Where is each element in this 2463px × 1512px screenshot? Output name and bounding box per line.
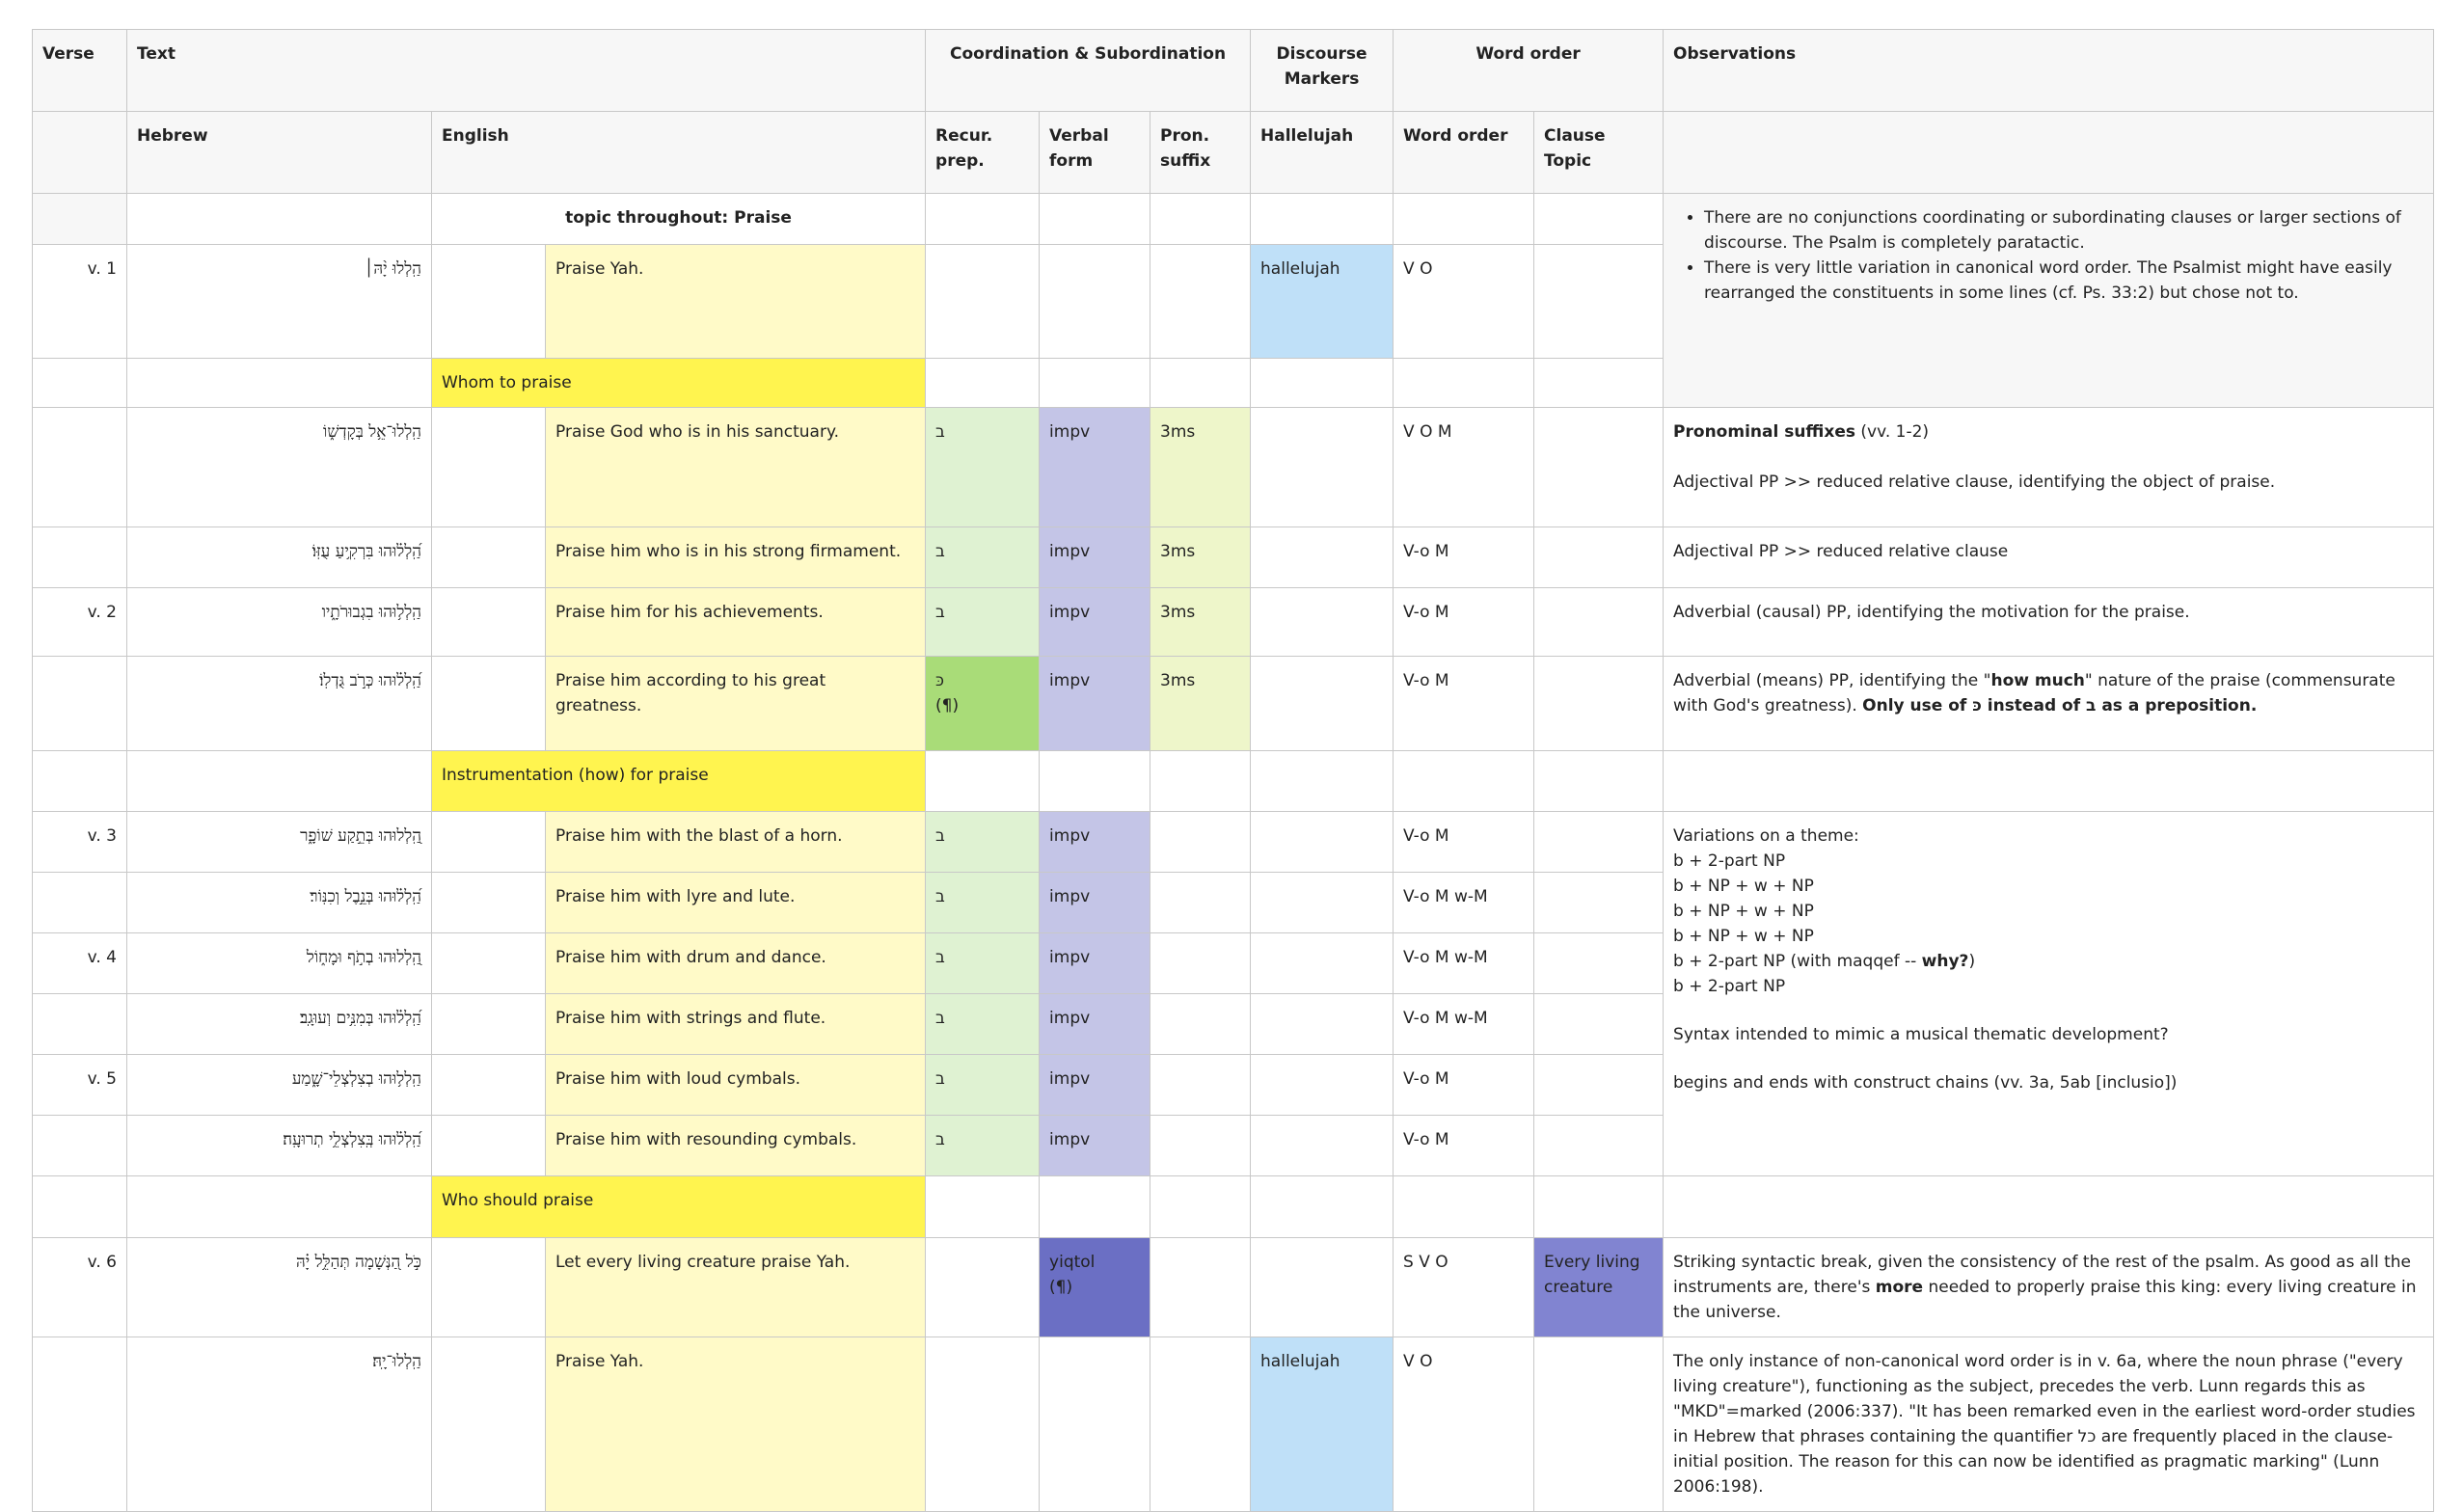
recur-prep-value: ב <box>926 1055 1040 1116</box>
recur-prep-value: ב <box>926 527 1040 588</box>
verse-number <box>33 657 127 751</box>
word-order-value: V-o M w-M <box>1394 873 1534 933</box>
word-order-value: V-o M <box>1394 657 1534 751</box>
observation-text: Adjectival PP >> reduced relative clause <box>1664 527 2434 588</box>
observation-text: Adverbial (causal) PP, identifying the motivation for the praise. <box>1664 588 2434 657</box>
hebrew-text: הַֽלְל֥וּהוּ בִגְבוּרֹתָ֑יו <box>127 588 432 657</box>
english-text: Praise him with loud cymbals. <box>546 1055 926 1116</box>
word-order-value: V O <box>1394 245 1534 359</box>
hebrew-text: כֹּ֣ל הַ֭נְּשָׁמָה תְּהַלֵּ֥ל יָ֗הּ <box>127 1238 432 1337</box>
hebrew-text: הַֽ֭לְלוּהוּ בְתֹ֣ף וּמָח֑וֹל <box>127 933 432 994</box>
recur-prep-value: ב <box>926 588 1040 657</box>
hebrew-text: הַֽלְלוּ־אֵ֥ל בְּקָדְשׁ֑וֹ <box>127 408 432 527</box>
verbal-form-value: impv <box>1040 527 1150 588</box>
word-order-value: V-o M <box>1394 527 1534 588</box>
section-whom-to-praise: Whom to praise <box>432 359 926 408</box>
header-english: English <box>432 112 926 194</box>
verbal-form-value: yiqtol (¶) <box>1040 1238 1150 1337</box>
hebrew-text: הַֽלְל֥וּהוּ בְצִלְצְלֵי־שָׁ֑מַע <box>127 1055 432 1116</box>
hebrew-text: הַֽ֭לְלוּהוּ בְּתֵ֣קַע שׁוֹפָ֑ר <box>127 812 432 873</box>
word-order-value: S V O <box>1394 1238 1534 1337</box>
word-order-value: V O M <box>1394 408 1534 527</box>
hallelujah-marker: hallelujah <box>1251 245 1394 359</box>
header-verse: Verse <box>33 30 127 112</box>
english-text: Praise him with resounding cymbals. <box>546 1116 926 1176</box>
recur-prep-value: ב <box>926 933 1040 994</box>
verse-number <box>33 1116 127 1176</box>
hallelujah-marker: hallelujah <box>1251 1337 1394 1512</box>
verse-number: v. 2 <box>33 588 127 657</box>
header-coordination: Coordination & Subordination <box>926 30 1251 112</box>
verse-number: v. 3 <box>33 812 127 873</box>
word-order-value: V-o M <box>1394 1116 1534 1176</box>
recur-prep-value: ב <box>926 1116 1040 1176</box>
verbal-form-value: impv <box>1040 1116 1150 1176</box>
verse-number: v. 6 <box>33 1238 127 1337</box>
general-observations <box>1664 194 2434 408</box>
header-observations: Observations <box>1664 30 2434 112</box>
header-verse-blank <box>33 112 127 194</box>
verse-number <box>33 994 127 1055</box>
recur-prep-value: ב <box>926 873 1040 933</box>
verse-number <box>33 408 127 527</box>
pron-suffix-value: 3ms <box>1150 588 1251 657</box>
observation-text: Adverbial (means) PP, identifying the "how much" nature of the praise (commensurate with God's greatness). Only use of כּ instead of ב as a preposition. <box>1664 657 2434 751</box>
hebrew-text: הַֽ֝לְל֗וּהוּ בִּרְקִ֥יעַ עֻזּֽוֹ׃ <box>127 527 432 588</box>
verse-number <box>33 1337 127 1512</box>
word-order-value: V-o M <box>1394 812 1534 873</box>
hebrew-text: הַֽלְלוּ־יָֽהּ׃ <box>127 1337 432 1512</box>
observation-text: Striking syntactic break, given the consistency of the rest of the psalm. As good as all the instruments are, there's more needed to properly praise this king: every living creature in the universe. <box>1664 1238 2434 1337</box>
english-text: Let every living creature praise Yah. <box>546 1238 926 1337</box>
english-text: Praise God who is in his sanctuary. <box>546 408 926 527</box>
recur-prep-value: ב <box>926 812 1040 873</box>
header-verbal-form: Verbal form <box>1040 112 1150 194</box>
section-instrumentation: Instrumentation (how) for praise <box>432 751 926 812</box>
verbal-form-value: impv <box>1040 994 1150 1055</box>
verbal-form-value: impv <box>1040 873 1150 933</box>
topic-label: topic throughout: Praise <box>432 194 926 245</box>
verse-number: v. 1 <box>33 245 127 359</box>
observation-item: • There is very little variation in canonical word order. The Psalmist might have easily rearranged the constituents in some lines (cf. Ps. 33:2) but chose not to. <box>1704 256 2423 306</box>
recur-prep-value: ב <box>926 994 1040 1055</box>
verse-number <box>33 873 127 933</box>
verse-number <box>33 527 127 588</box>
hebrew-text: הַֽ֝לְל֗וּהוּ בְּֽצִלְצְלֵ֥י תְרוּעָֽה׃ <box>127 1116 432 1176</box>
psalm-analysis-table <box>32 29 2434 1512</box>
header-observations-blank <box>1664 112 2434 194</box>
english-text: Praise him with strings and flute. <box>546 994 926 1055</box>
word-order-value: V-o M <box>1394 1055 1534 1116</box>
word-order-value: V-o M w-M <box>1394 933 1534 994</box>
english-text: Praise him with drum and dance. <box>546 933 926 994</box>
header-hallelujah: Hallelujah <box>1251 112 1394 194</box>
verbal-form-value: impv <box>1040 1055 1150 1116</box>
hebrew-text: הַֽ֝לְל֗וּהוּ בְּמִנִּ֥ים וְעוּגָֽב׃ <box>127 994 432 1055</box>
english-text: Praise him who is in his strong firmament. <box>546 527 926 588</box>
hebrew-text: הַֽלְלוּ יָ֨הּ׀ <box>127 245 432 359</box>
section-who-should-praise: Who should praise <box>432 1176 926 1238</box>
observation-pronominal-suffixes: Pronominal suffixes (vv. 1-2) Adjectival PP >> reduced relative clause, identifying the object of praise. <box>1664 408 2434 527</box>
hebrew-text: הַֽ֝לְל֗וּהוּ בְּנֵ֣בֶל וְכִנּֽוֹר׃ <box>127 873 432 933</box>
pron-suffix-value: 3ms <box>1150 527 1251 588</box>
english-text: Praise him with lyre and lute. <box>546 873 926 933</box>
english-text: Praise him for his achievements. <box>546 588 926 657</box>
verbal-form-value: impv <box>1040 812 1150 873</box>
word-order-value: V O <box>1394 1337 1534 1512</box>
header-hebrew: Hebrew <box>127 112 432 194</box>
header-discourse-markers: Discourse Markers <box>1251 30 1394 112</box>
pron-suffix-value: 3ms <box>1150 657 1251 751</box>
header-text: Text <box>127 30 926 112</box>
english-text: Praise him with the blast of a horn. <box>546 812 926 873</box>
header-word-order: Word order <box>1394 30 1664 112</box>
verbal-form-value: impv <box>1040 588 1150 657</box>
pron-suffix-value: 3ms <box>1150 408 1251 527</box>
header-word-order-sub: Word order <box>1394 112 1534 194</box>
observation-instrumentation: Variations on a theme: b + 2-part NP b + NP + w + NP b + NP + w + NP b + NP + w + NP b + 2-part NP (with maqqef -- why?) b + 2-part NP Syntax intended to mimic a musical thematic development? begins and ends with construct chains (vv. 3a, 5ab [inclusio]) <box>1664 812 2434 1176</box>
verse-number: v. 5 <box>33 1055 127 1116</box>
header-recur-prep: Recur. prep. <box>926 112 1040 194</box>
verse-number: v. 4 <box>33 933 127 994</box>
header-clause-topic: Clause Topic <box>1534 112 1664 194</box>
observation-text: The only instance of non-canonical word order is in v. 6a, where the noun phrase ("every living creature"), functioning as the subject, precedes the verb. Lunn regards this as "MKD"=marked (2006:337). "It has been remarked even in the earliest word-order studies in Hebrew that phrases containing the quantifier כל are frequently placed in the clause-initial position. The reason for this can now be identified as pragmatic marking" (Lunn 2006:198). <box>1664 1337 2434 1512</box>
word-order-value: V-o M <box>1394 588 1534 657</box>
hebrew-text: הַֽ֝לְל֗וּהוּ כְּרֹ֣ב גֻּדְלֽוֹ׃ <box>127 657 432 751</box>
clause-topic-value: Every living creature <box>1534 1238 1664 1337</box>
recur-prep-value: כּ (¶) <box>926 657 1040 751</box>
header-pron-suffix: Pron. suffix <box>1150 112 1251 194</box>
verbal-form-value: impv <box>1040 933 1150 994</box>
recur-prep-value: ב <box>926 408 1040 527</box>
english-text: Praise Yah. <box>546 1337 926 1512</box>
observation-item: • There are no conjunctions coordinating or subordinating clauses or larger sections of discourse. The Psalm is completely paratactic. <box>1704 205 2423 256</box>
verbal-form-value: impv <box>1040 657 1150 751</box>
english-text: Praise him according to his great greatness. <box>546 657 926 751</box>
word-order-value: V-o M w-M <box>1394 994 1534 1055</box>
english-text: Praise Yah. <box>546 245 926 359</box>
verbal-form-value: impv <box>1040 408 1150 527</box>
